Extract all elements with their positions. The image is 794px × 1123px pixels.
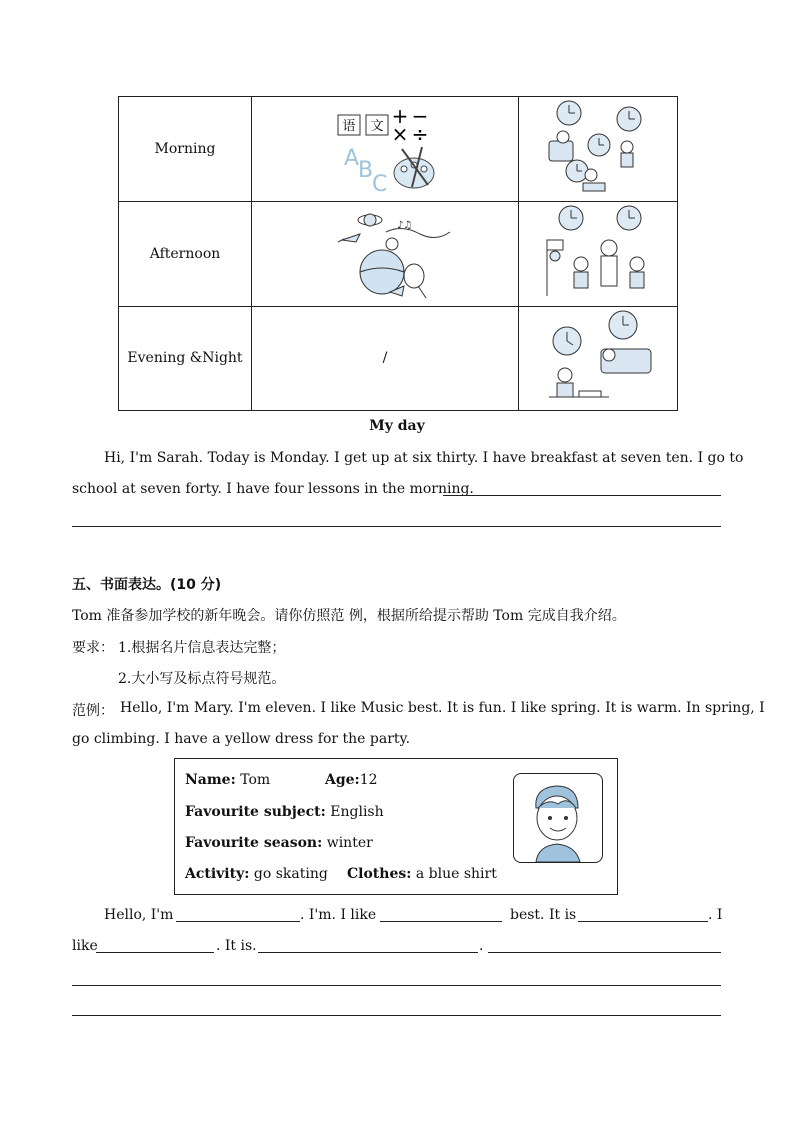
answer-blank[interactable] [443, 495, 721, 496]
passage-line-1: Hi, I'm Sarah. Today is Monday. I get up at six thirty. I have breakfast at seven ten. I go to [104, 450, 744, 466]
math-symbol: − [411, 104, 429, 129]
fill-text: . I [708, 907, 723, 923]
passage-line-2: school at seven forty. I have four lessons in the morning. [72, 481, 474, 497]
subject-char: 语 [342, 119, 356, 135]
answer-blank[interactable] [380, 921, 502, 922]
answer-blank[interactable] [96, 952, 214, 953]
table-row-morning [119, 97, 678, 202]
section-heading: 五、书面表达。(10 分) [72, 577, 222, 593]
activity-label: Activity: [185, 866, 250, 882]
row-label: Morning [119, 97, 252, 202]
abc-letter: B [358, 158, 374, 184]
example-label: 范例： [72, 703, 114, 719]
afternoon-illustration [519, 202, 678, 306]
evening-illustration [519, 306, 678, 410]
fill-text: . I'm. I like [300, 907, 377, 923]
example-line-2: go climbing. I have a yellow dress for the party. [72, 731, 411, 747]
requirement-2: 2.大小写及标点符号规范。 [118, 671, 286, 687]
section-intro: Tom 准备参加学校的新年晚会。请你仿照范 例，根据所给提示帮助 Tom 完成自我介绍。 [72, 608, 626, 624]
svg-text:♪♫: ♪♫ [397, 220, 413, 232]
requirement-1: 1.根据名片信息表达完整； [118, 640, 286, 656]
middle-slash: / [252, 306, 519, 410]
palette-icon [394, 147, 434, 188]
subject-char: 文 [370, 119, 384, 135]
row-label: Afternoon [119, 202, 252, 306]
answer-blank[interactable] [72, 985, 721, 986]
table-caption: My day [369, 418, 425, 434]
subjects-illustration [252, 97, 519, 202]
answer-blank[interactable] [72, 526, 721, 527]
clothes-label: Clothes: [347, 866, 412, 882]
age-label: Age: [325, 772, 360, 788]
requirements-label: 要求： [72, 640, 114, 656]
fill-text: . It is. [216, 938, 257, 954]
fill-text: . [479, 938, 484, 954]
fill-text: like [72, 938, 98, 954]
my-day-table [118, 96, 678, 411]
season-value: winter [326, 835, 373, 851]
answer-blank[interactable] [258, 952, 478, 953]
subject-value: English [330, 804, 384, 820]
subject-label: Favourite subject: [185, 804, 326, 820]
age-value: 12 [359, 772, 378, 788]
answer-blank[interactable] [72, 1015, 721, 1016]
abc-letter: A [344, 146, 360, 172]
answer-blank[interactable] [176, 921, 300, 922]
activity-value: go skating [253, 866, 328, 882]
activities-illustration [252, 202, 519, 306]
name-card [174, 758, 618, 895]
fill-text: Hello, I'm [104, 907, 174, 923]
answer-blank[interactable] [488, 952, 721, 953]
season-label: Favourite season: [185, 835, 323, 851]
math-symbol: + [391, 104, 409, 129]
answer-blank[interactable] [578, 921, 708, 922]
abc-letter: C [372, 172, 388, 198]
name-label: Name: [185, 772, 236, 788]
boy-avatar [513, 773, 603, 863]
table-row-afternoon [119, 202, 678, 306]
math-symbol: × [391, 122, 409, 147]
math-symbol: ÷ [411, 122, 429, 147]
clothes-value: a blue shirt [415, 866, 497, 882]
row-label: Evening &Night [119, 306, 252, 410]
name-value: Tom [240, 772, 271, 788]
example-line-1: Hello, I'm Mary. I'm eleven. I like Music best. It is fun. I like spring. It is warm. In spring, I [120, 700, 765, 716]
fill-text: best. It is [510, 907, 577, 923]
table-row-evening [119, 306, 678, 410]
morning-illustration [519, 97, 678, 202]
